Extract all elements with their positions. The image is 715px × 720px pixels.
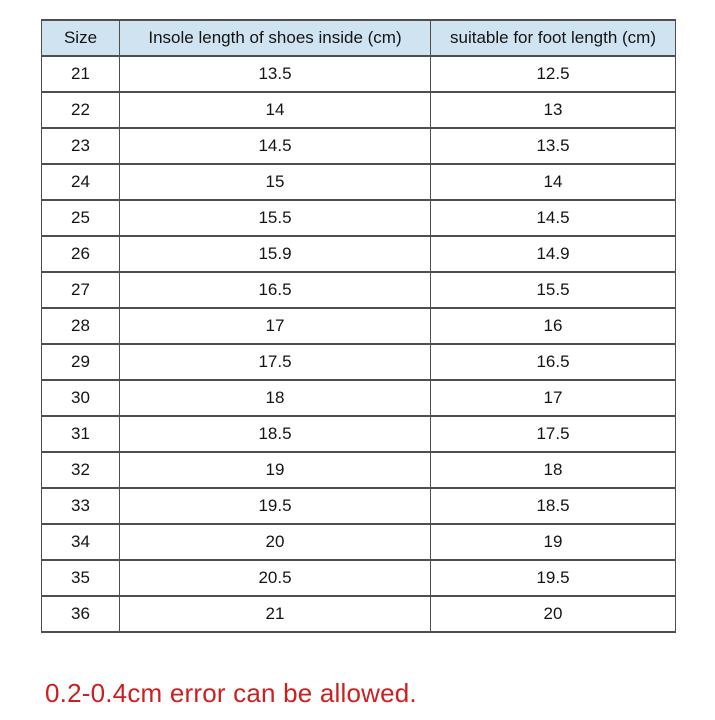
table-row bbox=[42, 308, 676, 344]
foot-length-cell: 12.5 bbox=[431, 56, 676, 92]
insole-length-cell: 15.9 bbox=[120, 236, 431, 272]
foot-length-cell: 13.5 bbox=[431, 128, 676, 164]
foot-length-cell: 16 bbox=[431, 308, 676, 344]
table-row bbox=[42, 92, 676, 128]
insole-length-cell: 16.5 bbox=[120, 272, 431, 308]
insole-length-cell: 20.5 bbox=[120, 560, 431, 596]
insole-length-cell: 18 bbox=[120, 380, 431, 416]
insole-length-cell: 20 bbox=[120, 524, 431, 560]
table-row bbox=[42, 596, 676, 632]
table-row bbox=[42, 164, 676, 200]
size-table-body bbox=[42, 56, 676, 632]
foot-length-cell: 17.5 bbox=[431, 416, 676, 452]
size-cell: 25 bbox=[42, 200, 120, 236]
table-row bbox=[42, 416, 676, 452]
size-cell: 32 bbox=[42, 452, 120, 488]
foot-length-cell: 14.5 bbox=[431, 200, 676, 236]
insole-length-cell: 18.5 bbox=[120, 416, 431, 452]
insole-length-cell: 19.5 bbox=[120, 488, 431, 524]
size-cell: 29 bbox=[42, 344, 120, 380]
size-cell: 23 bbox=[42, 128, 120, 164]
foot-length-cell: 13 bbox=[431, 92, 676, 128]
table-row bbox=[42, 236, 676, 272]
size-cell: 24 bbox=[42, 164, 120, 200]
table-row bbox=[42, 524, 676, 560]
table-row bbox=[42, 200, 676, 236]
size-cell: 35 bbox=[42, 560, 120, 596]
size-cell: 31 bbox=[42, 416, 120, 452]
insole-length-cell: 15.5 bbox=[120, 200, 431, 236]
insole-length-cell: 21 bbox=[120, 596, 431, 632]
table-row bbox=[42, 452, 676, 488]
table-row bbox=[42, 344, 676, 380]
table-header-row bbox=[42, 20, 676, 56]
foot-length-cell: 16.5 bbox=[431, 344, 676, 380]
insole-length-cell: 14.5 bbox=[120, 128, 431, 164]
insole-length-cell: 14 bbox=[120, 92, 431, 128]
size-cell: 26 bbox=[42, 236, 120, 272]
insole-length-cell: 15 bbox=[120, 164, 431, 200]
header-insole-length: Insole length of shoes inside (cm) bbox=[120, 20, 431, 56]
table-row bbox=[42, 488, 676, 524]
table-row bbox=[42, 128, 676, 164]
size-cell: 30 bbox=[42, 380, 120, 416]
error-tolerance-note: 0.2-0.4cm error can be allowed. bbox=[45, 678, 417, 708]
foot-length-cell: 17 bbox=[431, 380, 676, 416]
size-cell: 28 bbox=[42, 308, 120, 344]
insole-length-cell: 13.5 bbox=[120, 56, 431, 92]
size-cell: 36 bbox=[42, 596, 120, 632]
header-foot-length: suitable for foot length (cm) bbox=[431, 20, 676, 56]
table-row bbox=[42, 380, 676, 416]
size-cell: 27 bbox=[42, 272, 120, 308]
size-cell: 33 bbox=[42, 488, 120, 524]
size-cell: 34 bbox=[42, 524, 120, 560]
table-row bbox=[42, 560, 676, 596]
foot-length-cell: 14.9 bbox=[431, 236, 676, 272]
foot-length-cell: 18 bbox=[431, 452, 676, 488]
foot-length-cell: 19 bbox=[431, 524, 676, 560]
size-cell: 21 bbox=[42, 56, 120, 92]
table-row bbox=[42, 272, 676, 308]
size-cell: 22 bbox=[42, 92, 120, 128]
table-row bbox=[42, 56, 676, 92]
foot-length-cell: 20 bbox=[431, 596, 676, 632]
insole-length-cell: 17.5 bbox=[120, 344, 431, 380]
insole-length-cell: 19 bbox=[120, 452, 431, 488]
header-size: Size bbox=[42, 20, 120, 56]
foot-length-cell: 19.5 bbox=[431, 560, 676, 596]
shoe-size-table bbox=[41, 19, 676, 633]
insole-length-cell: 17 bbox=[120, 308, 431, 344]
foot-length-cell: 18.5 bbox=[431, 488, 676, 524]
foot-length-cell: 14 bbox=[431, 164, 676, 200]
foot-length-cell: 15.5 bbox=[431, 272, 676, 308]
